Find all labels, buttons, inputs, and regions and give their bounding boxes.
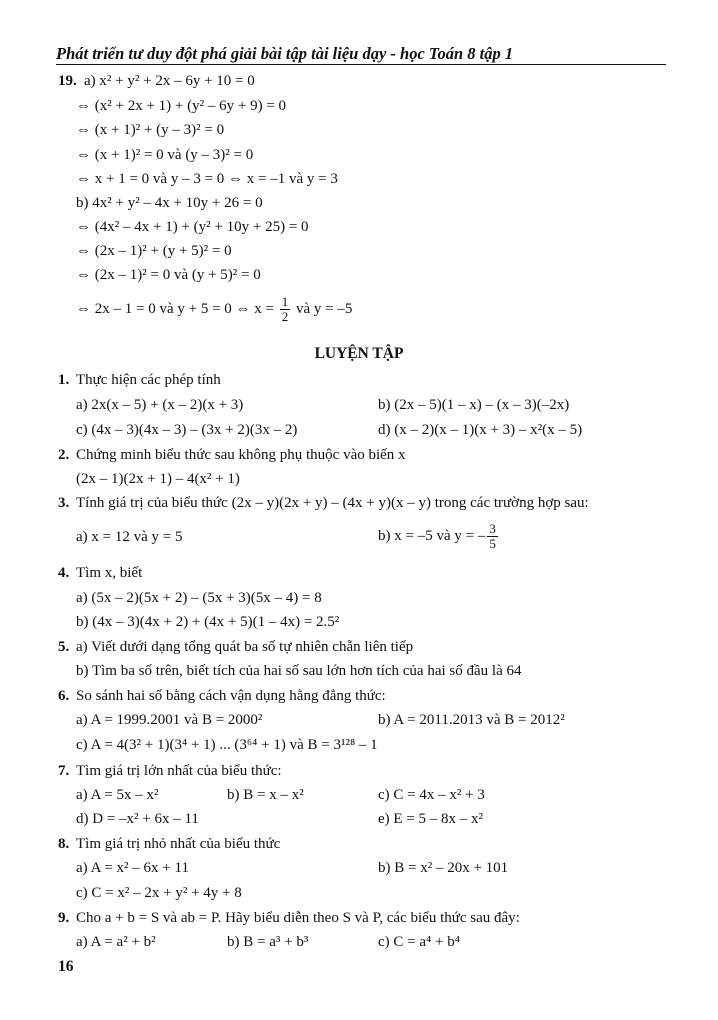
exercise-text: Tìm giá trị lớn nhất của biểu thức: xyxy=(76,763,282,779)
exercise-part: a) (5x – 2)(5x + 2) – (5x + 3)(5x – 4) = 8 xyxy=(76,590,322,606)
exercise-part: b) (2x – 5)(1 – x) – (x – 3)(–2x) xyxy=(378,397,570,413)
final-line-start: ⇔ 2x – 1 = 0 và y + 5 = 0 ⇔ x = xyxy=(76,301,274,317)
solution-line: ⇔ (x² + 2x + 1) + (y² – 6y + 9) = 0 xyxy=(76,98,287,114)
exercise-part: a) A = 5x – x² xyxy=(76,787,159,803)
exercise-part: e) E = 5 – 8x – x² xyxy=(378,811,484,827)
exercise-number: 5. xyxy=(58,639,70,655)
solution-line: ⇔ (x + 1)² + (y – 3)² = 0 xyxy=(76,122,225,138)
exercise-part: a) A = x² – 6x + 11 xyxy=(76,860,189,876)
exercise-part: d) (x – 2)(x – 1)(x + 3) – x²(x – 5) xyxy=(378,422,583,438)
solution-line: ⇔ (4x² – 4x + 1) + (y² + 10y + 25) = 0 xyxy=(76,219,309,235)
exercise-part: b) B = x² – 20x + 101 xyxy=(378,860,509,876)
solution-line: ⇔ x + 1 = 0 và y – 3 = 0 ⇔ x = –1 và y = 3 xyxy=(76,171,338,187)
exercise-part: c) (4x – 3)(4x – 3) – (3x + 2)(3x – 2) xyxy=(76,422,298,438)
solution-number: 19. xyxy=(58,73,77,89)
exercise-text: So sánh hai số bằng cách vận dụng hằng đẳng thức: xyxy=(76,688,386,704)
exercise-part: a) 2x(x – 5) + (x – 2)(x + 3) xyxy=(76,397,244,413)
exercise-text: Tìm giá trị nhỏ nhất của biểu thức xyxy=(76,836,281,852)
exercise-part: a) x = 12 và y = 5 xyxy=(76,529,183,545)
exercise-part: b) B = x – x² xyxy=(227,787,304,803)
exercise-text: Chứng minh biểu thức sau không phụ thuộc vào biến x xyxy=(76,447,406,463)
exercise-text: Thực hiện các phép tính xyxy=(76,372,221,388)
page-number: 16 xyxy=(58,958,74,975)
exercise-part: c) C = x² – 2x + y² + 4y + 8 xyxy=(76,885,242,901)
header-rule xyxy=(56,64,666,65)
final-line-end: và y = –5 xyxy=(296,301,353,317)
exercise-part: d) D = –x² + 6x – 11 xyxy=(76,811,199,827)
exercise-text: Cho a + b = S và ab = P. Hãy biểu diễn theo S và P, các biểu thức sau đây: xyxy=(76,910,520,926)
exercise-text: Tìm x, biết xyxy=(76,565,143,581)
exercise-part: b) A = 2011.2013 và B = 2012² xyxy=(378,712,565,728)
exercise-part: c) C = a⁴ + b⁴ xyxy=(378,934,460,950)
solution-line: ⇔ (x + 1)² = 0 và (y – 3)² = 0 xyxy=(76,147,254,163)
exercise-text: Tính giá trị của biểu thức (2x – y)(2x + y) – (4x + y)(x – y) trong các trường hợp sau: xyxy=(76,495,589,511)
exercise-part: a) A = 1999.2001 và B = 2000² xyxy=(76,712,263,728)
exercise-part: b) B = a³ + b³ xyxy=(227,934,309,950)
solution-line: ⇔ (2x – 1)² + (y + 5)² = 0 xyxy=(76,243,232,259)
fraction-denominator: 2 xyxy=(281,309,289,325)
exercise-part: b) (4x – 3)(4x + 2) + (4x + 5)(1 – 4x) = 2.5² xyxy=(76,614,340,630)
exercise-number: 7. xyxy=(58,763,70,779)
exercise-number: 4. xyxy=(58,565,70,581)
exercise-number: 2. xyxy=(58,447,70,463)
fraction-denominator: 5 xyxy=(489,536,496,552)
solution-line: b) 4x² + y² – 4x + 10y + 26 = 0 xyxy=(76,195,263,211)
exercise-number: 1. xyxy=(58,372,70,388)
exercise-expression: (2x – 1)(2x + 1) – 4(x² + 1) xyxy=(76,471,240,487)
running-header: Phát triển tư duy đột phá giải bài tập tài liệu dạy - học Toán 8 tập 1 xyxy=(56,44,514,63)
exercise-part: b) Tìm ba số trên, biết tích của hai số sau lớn hơn tích của hai số đầu là 64 xyxy=(76,663,522,679)
fraction-three-fifths xyxy=(487,522,498,551)
solution-line: ⇔ (2x – 1)² = 0 và (y + 5)² = 0 xyxy=(76,267,261,283)
fraction-numerator: 1 xyxy=(281,294,289,310)
solution-final-line xyxy=(76,292,352,326)
exercise-part: c) A = 4(3² + 1)(3⁴ + 1) ... (3⁶⁴ + 1) và B = 3¹²⁸ – 1 xyxy=(76,737,378,753)
section-title: LUYỆN TẬP xyxy=(314,345,404,362)
exercise-part: a) Viết dưới dạng tổng quát ba số tự nhiên chẵn liên tiếp xyxy=(76,639,414,655)
fraction-numerator: 3 xyxy=(489,521,496,537)
exercise-part: a) A = a² + b² xyxy=(76,934,156,950)
exercise-number: 9. xyxy=(58,910,70,926)
solution-line: a) x² + y² + 2x – 6y + 10 = 0 xyxy=(84,73,255,89)
exercise-number: 6. xyxy=(58,688,70,704)
exercise-part: c) C = 4x – x² + 3 xyxy=(378,787,485,803)
fraction-one-half xyxy=(280,295,291,324)
exercise-part xyxy=(378,519,500,553)
exercise-number: 8. xyxy=(58,836,70,852)
exercise-number: 3. xyxy=(58,495,70,511)
part-text: b) x = –5 và y = – xyxy=(378,528,486,544)
